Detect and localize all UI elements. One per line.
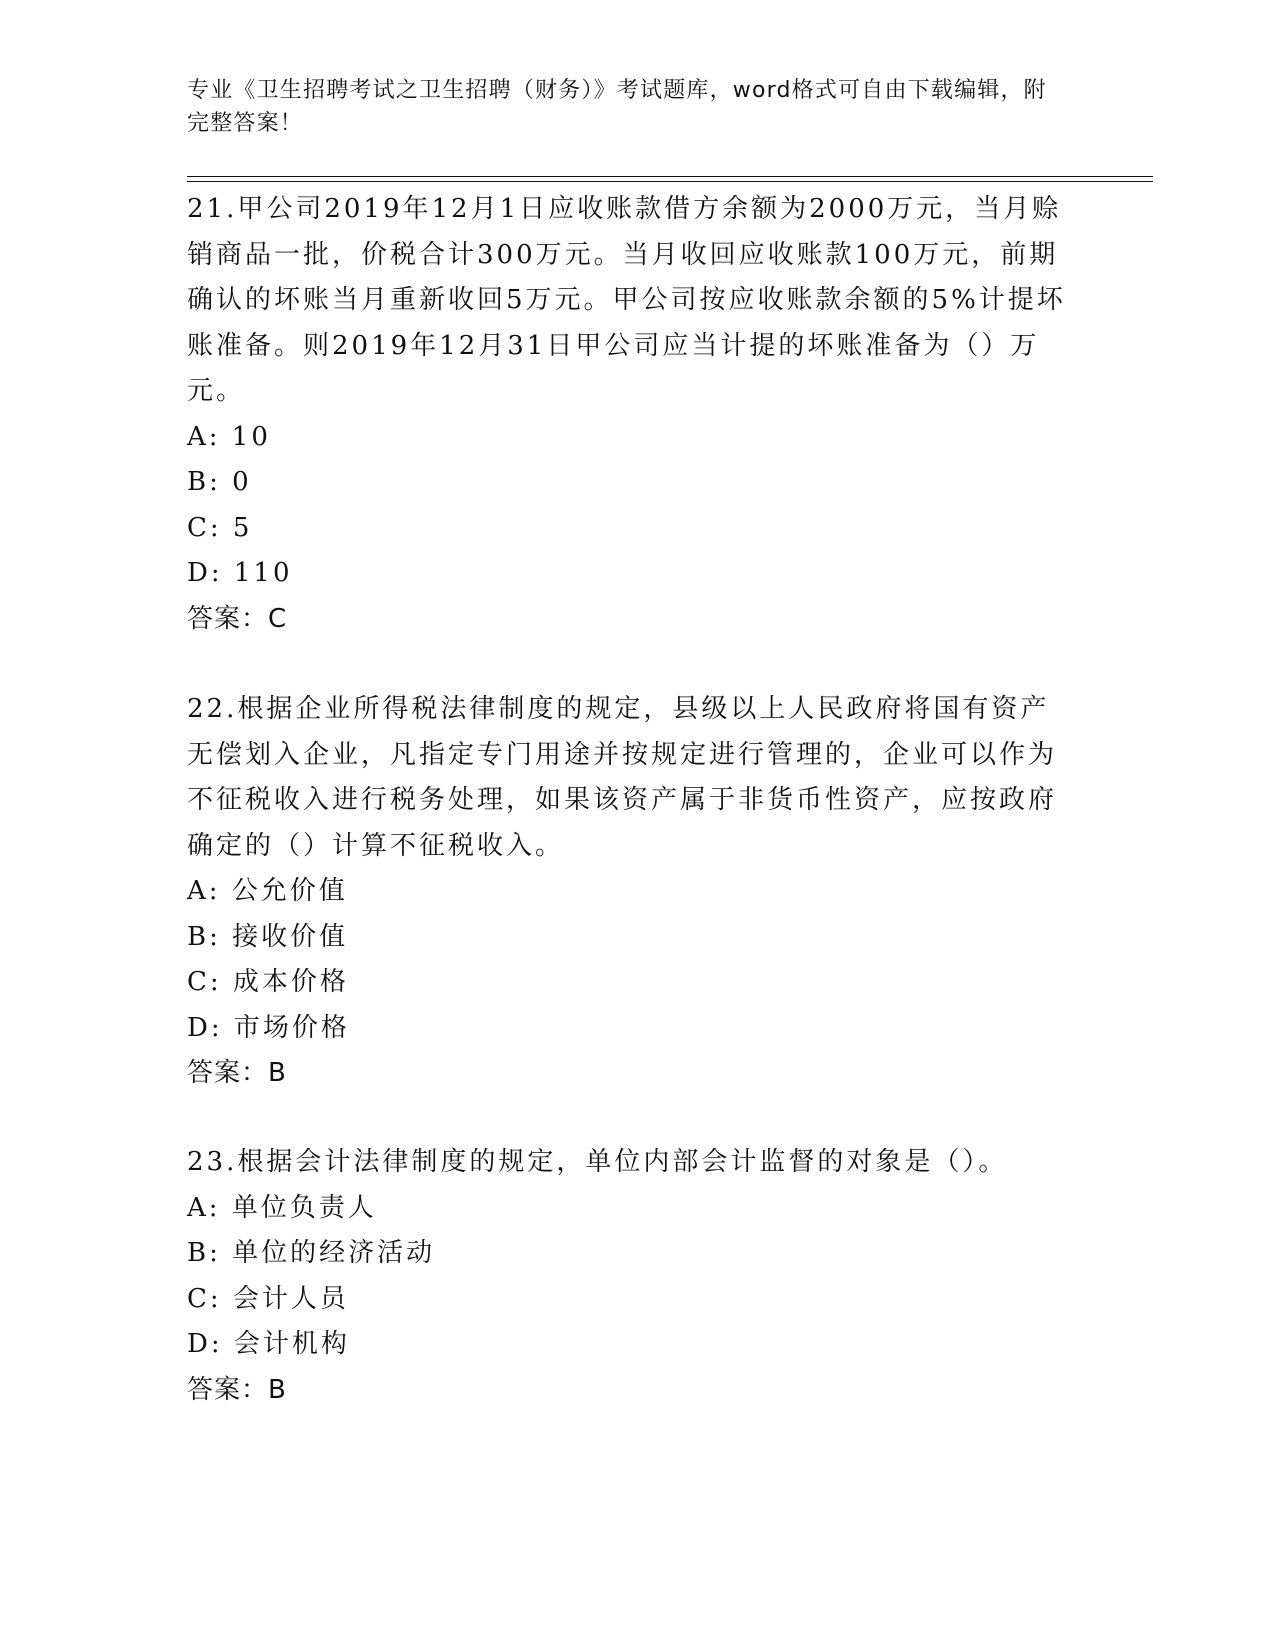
- document-header: 专业《卫生招聘考试之卫生招聘（财务）》考试题库，word格式可自由下载编辑，附完整答案！: [187, 78, 1047, 136]
- option-d: D: 会计机构: [187, 1329, 350, 1359]
- option-a: A: 单位负责人: [187, 1192, 377, 1223]
- option-c: C: 成本价格: [187, 967, 349, 997]
- question-stem: 22.根据企业所得税法律制度的规定，县级以上人民政府将国有资产无偿划入企业，凡指定专门用途并按规定进行管理的，企业可以作为不征税收入进行税务处理，如果该资产属于非货币性资产，应按政府确定的（）计算不征税收入。: [187, 694, 1058, 861]
- option-b: B: 单位的经济活动: [187, 1238, 436, 1268]
- option-b: B: 0: [187, 467, 252, 497]
- question-stem: 23.根据会计法律制度的规定，单位内部会计监督的对象是（）。: [187, 1147, 1008, 1177]
- answer: 答案：B: [187, 1374, 287, 1405]
- header-divider-line-secondary: [187, 181, 1153, 182]
- option-a: A: 公允价值: [187, 876, 348, 906]
- option-c: C: 会计人员: [187, 1283, 349, 1314]
- option-d: D: 市场价格: [187, 1012, 350, 1043]
- question-21: [187, 187, 1077, 642]
- question-stem: 21.甲公司2019年12月1日应收账款借方余额为2000万元，当月赊销商品一批，价税合计300万元。当月收回应收账款100万元，前期确认的坏账当月重新收回5万元。甲公司按应收账款余额的5%计提坏账准备。则2019年12月31日甲公司应当计提的坏账准备为（）万元。: [187, 194, 1066, 406]
- question-22: [187, 687, 1077, 1097]
- option-a: A: 10: [187, 421, 271, 452]
- answer: 答案：B: [187, 1058, 287, 1088]
- answer: 答案：C: [187, 603, 288, 634]
- header-divider-line: [187, 176, 1153, 177]
- question-23: [187, 1140, 1077, 1413]
- option-b: B: 接收价值: [187, 921, 349, 952]
- option-c: C: 5: [187, 512, 253, 543]
- option-d: D: 110: [187, 558, 293, 588]
